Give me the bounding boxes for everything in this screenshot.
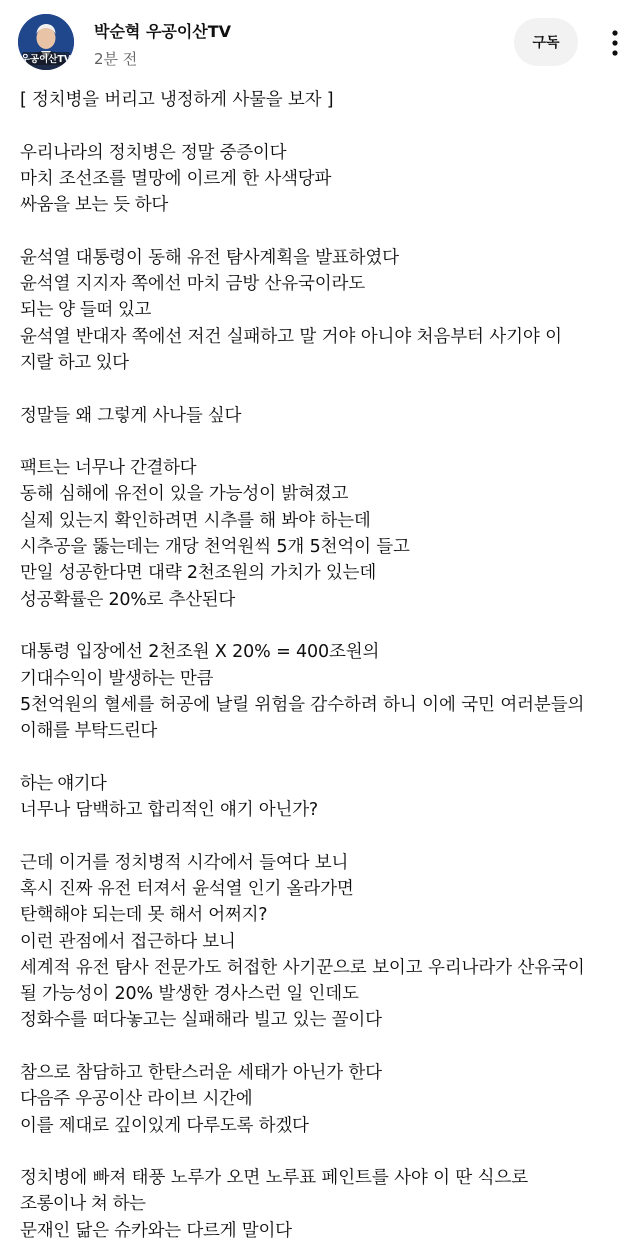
post-text-line: 지랄 하고 있다 — [20, 352, 129, 373]
post-text-line: 하는 얘기다 — [20, 773, 107, 794]
post-text-line: 우리나라의 정치병은 정말 중증이다 — [20, 142, 287, 163]
post-blank-line — [20, 613, 630, 639]
post-text-line: 정치병에 빠져 태풍 노루가 오면 노루표 페인트를 사야 이 딴 식으로 — [20, 1168, 528, 1189]
post-text-line: 정화수를 떠다놓고는 실패해라 빌고 있는 꼴이다 — [20, 1010, 382, 1031]
post-text-line: 이런 관점에서 접근하다 보니 — [20, 931, 236, 952]
post-text-line: 동해 심해에 유전이 있을 가능성이 밝혀졌고 — [20, 484, 349, 505]
post-text-line: 시추공을 뚫는데는 개당 천억원씩 5개 5천억이 들고 — [20, 537, 410, 558]
post-text-line: 이해를 부탁드린다 — [20, 721, 157, 742]
more-vertical-icon[interactable] — [603, 26, 627, 60]
post-text-line: 5천억원의 혈세를 허공에 날릴 위험을 감수하려 하니 이에 국민 여러분들의 — [20, 694, 585, 715]
post-text-line: 윤석열 지지자 쪽에선 마치 금방 산유국이라도 — [20, 274, 365, 295]
post-text-line: 될 가능성이 20% 발생한 경사스런 일 인데도 — [20, 984, 359, 1005]
post-text-line: 세계적 유전 탐사 전문가도 허접한 사기꾼으로 보이고 우리나라가 산유국이 — [20, 957, 585, 978]
post-text-line: 탄핵해야 되는데 못 해서 어쩌지? — [20, 905, 268, 926]
post-text-line: 만일 성공한다면 대략 2천조원의 가치가 있는데 — [20, 563, 377, 584]
post-text-line: 참으로 참담하고 한탄스러운 세태가 아닌가 한다 — [20, 1062, 382, 1083]
post-text-line: 근데 이거를 정치병적 시각에서 들여다 보니 — [20, 852, 349, 873]
post-text-line: 문재인 닮은 슈카와는 다르게 말이다 — [20, 1220, 292, 1241]
post-text-line: 너무나 담백하고 합리적인 얘기 아닌가? — [20, 800, 319, 821]
post-text-line: 윤석열 대통령이 동해 유전 탐사계획을 발표하였다 — [20, 247, 399, 268]
post-blank-line — [20, 1034, 630, 1060]
post-text-line: 조롱이나 쳐 하는 — [20, 1194, 146, 1215]
avatar-caption: 우공이산TV — [20, 54, 72, 65]
post-text-line: 기대수익이 발생하는 만큼 — [20, 668, 214, 689]
channel-name[interactable]: 박순혁 우공이산TV — [94, 22, 232, 41]
channel-avatar[interactable] — [18, 14, 74, 70]
post-timestamp: 2분 전 — [94, 50, 138, 68]
post-text-line: 실제 있는지 확인하려면 시추를 해 봐야 하는데 — [20, 510, 371, 531]
post-text-line: 팩트는 너무나 간결하다 — [20, 458, 197, 479]
avatar-portrait-icon — [18, 14, 74, 70]
post-text-line: 싸움을 보는 듯 하다 — [20, 195, 168, 216]
post-blank-line — [20, 376, 630, 402]
post-text-line: 마치 조선조를 멸망에 이르게 한 사색당파 — [20, 168, 332, 189]
post-text-line: [ 정치병을 버리고 냉정하게 사물을 보자 ] — [20, 90, 334, 110]
post-text-line: 다음주 우공이산 라이브 시간에 — [20, 1089, 253, 1110]
post-text-line: 성공확률은 20%로 추산된다 — [20, 589, 236, 610]
post-blank-line — [20, 218, 630, 244]
post-text-line: 윤석열 반대자 쪽에선 저건 실패하고 말 거야 아니야 처음부터 사기야 이 — [20, 326, 562, 347]
subscribe-button[interactable]: 구독 — [514, 18, 578, 66]
post-blank-line — [20, 429, 630, 455]
post-blank-line — [20, 1139, 630, 1165]
post-body — [20, 87, 630, 1244]
post-text-line: 이를 제대로 깊이있게 다루도록 하겠다 — [20, 1115, 309, 1136]
post-blank-line — [20, 823, 630, 849]
post-header — [0, 0, 640, 88]
post-text-line: 혹시 진짜 유전 터져서 윤석열 인기 올라가면 — [20, 878, 354, 899]
post-text-line: 정말들 왜 그렇게 사나들 싶다 — [20, 405, 242, 426]
post-blank-line — [20, 113, 630, 139]
post-text-line: 대통령 입장에선 2천조원 X 20% = 400조원의 — [20, 642, 380, 663]
post-text-line: 되는 양 들떠 있고 — [20, 300, 152, 321]
post-blank-line — [20, 744, 630, 770]
